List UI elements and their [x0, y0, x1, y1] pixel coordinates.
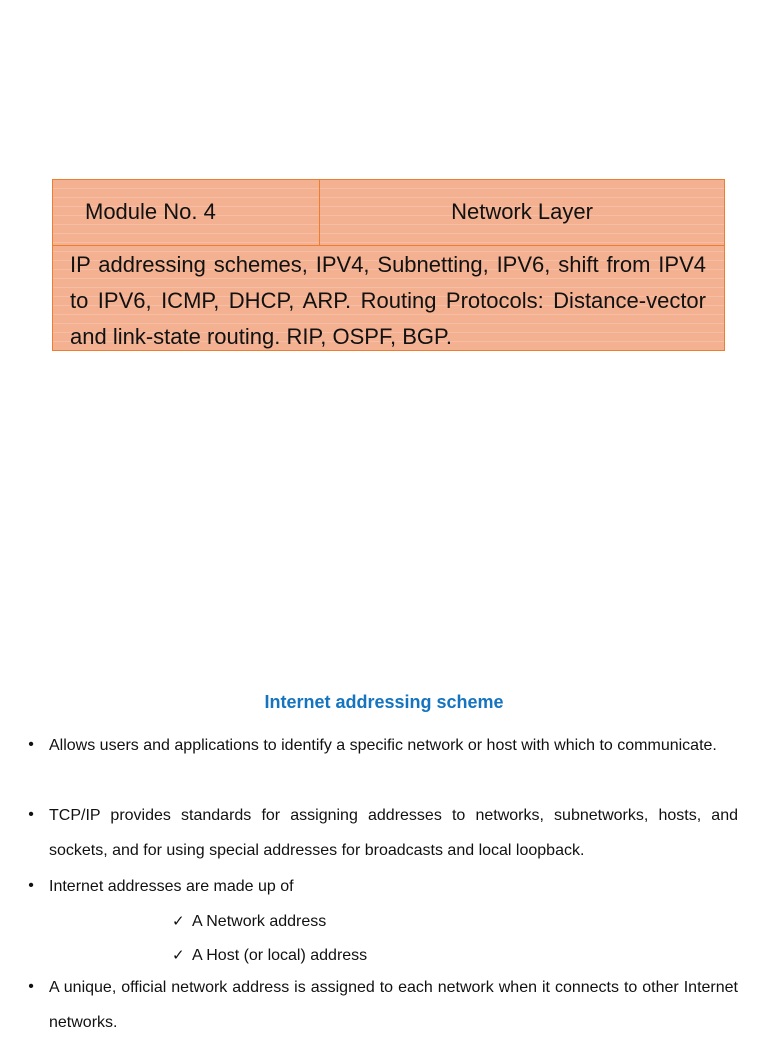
sub-item-label: A Host (or local) address [192, 947, 368, 964]
bullet-item-3: Internet addresses are made up of [49, 878, 294, 895]
bullet-item-2: TCP/IP provides standards for assigning addresses to networks, subnetworks, hosts, and sockets, and for using special addresses for broadcasts and local loopback. [49, 807, 738, 859]
bullet-item-1: Allows users and applications to identify a specific network or host with which to communicate. [49, 737, 717, 754]
module-number-cell: Module No. 4 [53, 180, 320, 245]
bullet-item-4: A unique, official network address is assigned to each network when it connects to other Internet networks. [49, 979, 738, 1031]
check-icon: ✓ [172, 947, 185, 964]
module-syllabus-cell: IP addressing schemes, IPV4, Subnetting, IPV6, shift from IPV4 to IPV6, ICMP, DHCP, ARP. Routing Protocols: Distance-vector and link-state routing. RIP, OSPF, BGP. [70, 252, 706, 349]
bullet-marker: • [28, 978, 34, 995]
bullet-marker: • [28, 806, 34, 823]
bullet-marker: • [28, 877, 34, 894]
sub-item-label: A Network address [192, 913, 327, 930]
sub-item-host-address [172, 946, 367, 966]
sub-item-network-address [172, 912, 326, 932]
bullet-marker: • [28, 736, 34, 753]
section-heading: Internet addressing scheme [264, 692, 504, 712]
module-title-cell: Network Layer [451, 199, 593, 224]
check-icon: ✓ [172, 913, 185, 930]
